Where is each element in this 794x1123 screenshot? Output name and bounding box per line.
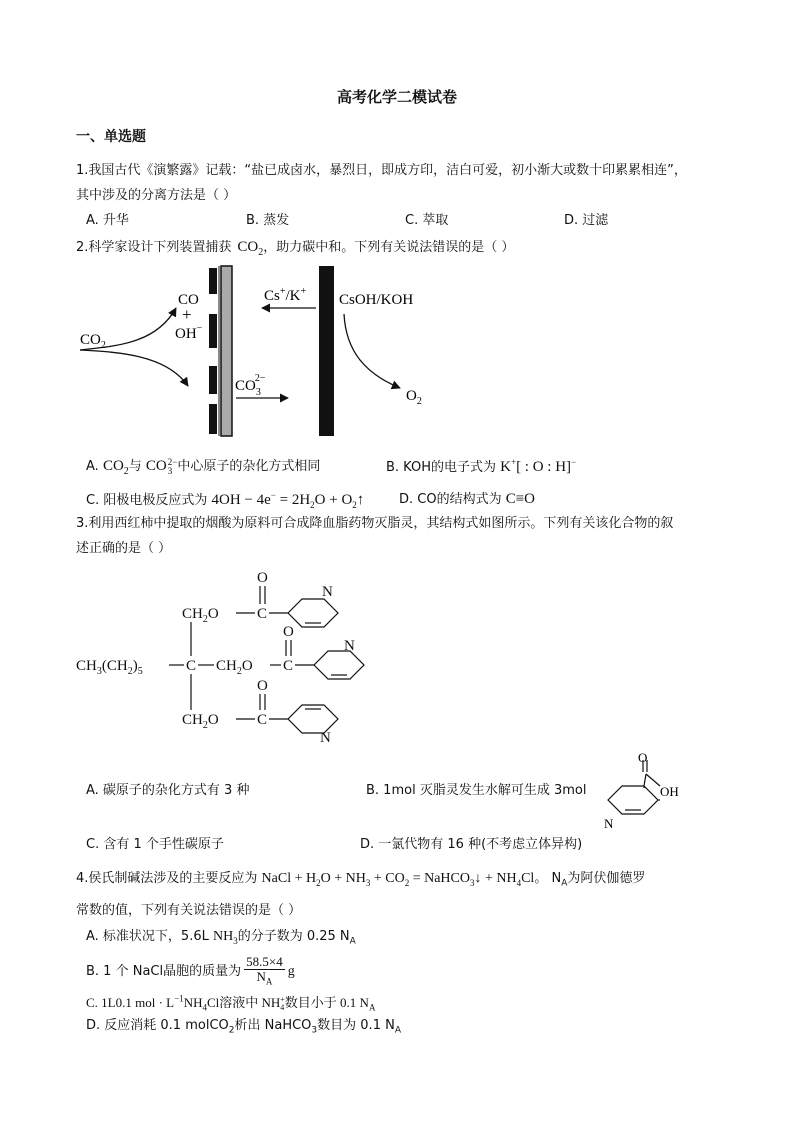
pyridine-n-mid: N: [344, 638, 355, 654]
q2-stem-pre: 2.科学家设计下列装置捕获: [76, 240, 232, 255]
q2-option-b: [386, 457, 576, 477]
q2-stem-post: ，助力碳中和。下列有关说法错误的是（ ）: [263, 240, 515, 255]
label-oh: OH−: [175, 323, 203, 342]
nicotinic-acid-structure: [590, 752, 690, 832]
acid-oh: OH: [660, 784, 679, 799]
q4-optA-pre: A. 标准状况下，5.6L: [86, 929, 213, 944]
q4-optA-na: A: [349, 936, 356, 947]
q3-option-a: A. 碳原子的杂化方式有 3 种: [86, 783, 250, 798]
page-title: 高考化学二模试卷: [336, 88, 457, 106]
q4-optD-post: 数目为 0.1 N: [317, 1018, 395, 1033]
quaternary-c: C: [186, 658, 197, 674]
q1-option-c: C. 萃取: [405, 213, 449, 228]
q4-optB-pre: B. 1 个 NaCl晶胞的质量为: [86, 963, 242, 979]
q1-stem-line2: 其中涉及的分离方法是（ ）: [76, 188, 237, 203]
q4-optA-nh3: $NH_3$: [212, 929, 238, 946]
q2-option-c: [86, 490, 364, 511]
pyridine-n-bottom: N: [320, 730, 331, 746]
structure-diagram: [76, 564, 376, 748]
q3-option-c: C. 含有 1 个手性碳原子: [86, 837, 224, 852]
membrane: [221, 266, 232, 436]
q4-equation: NaCl + $H_2O + NH_3 + CO_2$ = NaHCO$_3$↓ + $NH_4Cl$: [261, 871, 535, 888]
ch2o-mid: $CH_2O$: [216, 658, 253, 677]
q1-option-a: A. 升华: [86, 213, 129, 228]
q2-optD-formula: C≡O: [505, 491, 536, 507]
carbonyl-c-top: C: [257, 606, 268, 622]
ch2o-bottom: $CH_2O$: [182, 712, 219, 731]
q2-optA-post: 中心原子的杂化方式相同: [177, 459, 321, 474]
q2-optC-equation: $4OH - 4e^- = 2H_2O$ + $O_2↑$: [211, 490, 365, 510]
q4-optD-sub2: 3: [311, 1025, 318, 1036]
electrode-segment: [209, 268, 217, 294]
q4-optD-mid: 析出 NaHCO: [234, 1018, 312, 1033]
q4-option-a: [86, 928, 356, 948]
q2-option-a: [86, 457, 320, 479]
q4-stem-post: 。 N: [534, 871, 562, 886]
q4-optD-pre: D. 反应消耗 0.1 molCO: [86, 1018, 229, 1033]
q3-stem-line1: 3.利用西红柿中提取的烟酸为原料可合成降血脂药物灭脂灵，其结构式如图所示。下列有关该化合物的叙: [76, 516, 674, 531]
q4-na-sub: A: [561, 878, 568, 889]
acid-o: O: [638, 752, 648, 765]
q4-stem-line1: [76, 870, 645, 890]
o2-arrow: [344, 314, 400, 388]
carbonyl-c-mid: C: [283, 658, 294, 674]
q2-optC-pre: C. 阳极电极反应式为: [86, 493, 212, 508]
label-csoh-koh: CsOH/KOH: [339, 292, 414, 308]
carbonyl-o-top: O: [257, 570, 268, 586]
q4-optB-denominator: $N_A$: [256, 969, 273, 987]
ch2o-top: $CH_2O$: [182, 606, 219, 625]
q4-optB-numerator: 58.5×4: [246, 954, 283, 969]
q4-option-c: [86, 994, 375, 1014]
q2-co2-text: CO: [237, 239, 259, 255]
q2-optB-formula: K+[ : O : H]−: [500, 457, 577, 475]
section-heading: 一、单选题: [76, 129, 146, 145]
q4-optD-sub: 2: [228, 1025, 235, 1036]
pyridine-n-top: N: [322, 584, 333, 600]
q2-optA-mid: 与: [128, 459, 146, 474]
q1-stem-line1: 1.我国古代《演繁露》记载：“盐已成卤水，暴烈日，即成方印，洁白可爱，初小渐大或数十印累累相连”，: [76, 163, 687, 178]
q4-optB-unit: g: [287, 964, 295, 980]
q2-stem: [76, 238, 514, 260]
carbonyl-o-bottom: O: [257, 678, 268, 694]
q2-optB-pre: B. KOH的电子式为: [386, 460, 501, 475]
q1-option-d: D. 过滤: [564, 213, 609, 228]
q4-optB-fraction: [244, 955, 285, 989]
electrode-segment: [209, 314, 217, 348]
q3-option-b: B. 1mol 灭脂灵发生水解可生成 3mol: [366, 783, 587, 798]
electrolysis-diagram: [76, 262, 456, 442]
acid-n: N: [604, 816, 614, 831]
carbonyl-c-bottom: C: [257, 712, 268, 728]
q2-co2-sub: 2: [258, 247, 264, 258]
q4-optC-text: C. 1L0.1 mol · $L^{-1}NH_4Cl$溶液中 NH + 4 数目小于 0.1 $N_A$: [86, 994, 376, 1013]
carbonyl-o-mid: O: [283, 624, 294, 640]
q2-option-d: [399, 490, 535, 509]
label-co2-in: $CO_2$: [80, 332, 106, 351]
q4-optA-post: 的分子数为 0.25 N: [237, 929, 350, 944]
q2-optA-co2: $CO_2$: [102, 458, 129, 477]
electrode-segment: [209, 366, 217, 394]
q4-stem-pre: 4.侯氏制碱法涉及的主要反应为: [76, 871, 262, 886]
electrode-segment: [209, 404, 217, 434]
q3-option-d: D. 一氯代物有 16 种(不考虑立体异构): [360, 837, 583, 852]
q4-stem-line2: 常数的值，下列有关说法错误的是（ ）: [76, 903, 302, 918]
q3-stem-line2: 述正确的是（ ）: [76, 541, 172, 556]
q2-optA-co3: CO 2− 3: [145, 456, 178, 476]
label-o2: $O_2$: [406, 388, 422, 407]
q2-optA-pre: A.: [86, 459, 103, 474]
q4-option-d: [86, 1018, 401, 1037]
q4-stem-tail: 为阿伏伽德罗: [567, 871, 646, 886]
q2-co2: [237, 239, 264, 258]
co2-arrow-down: [80, 350, 188, 386]
label-co: CO: [178, 292, 199, 308]
q2-optD-pre: D. CO的结构式为: [399, 492, 506, 507]
label-cs-k: Cs+/K+: [264, 286, 307, 304]
q4-optD-na: A: [394, 1025, 401, 1036]
hexyl-chain: $CH_3(CH_2)_5$: [76, 658, 143, 677]
label-co3: $CO_32-$: [235, 373, 266, 398]
q4-option-b: [86, 955, 295, 989]
right-electrode: [319, 266, 334, 436]
label-plus: +: [182, 305, 192, 324]
q1-option-b: B. 蒸发: [246, 213, 290, 228]
